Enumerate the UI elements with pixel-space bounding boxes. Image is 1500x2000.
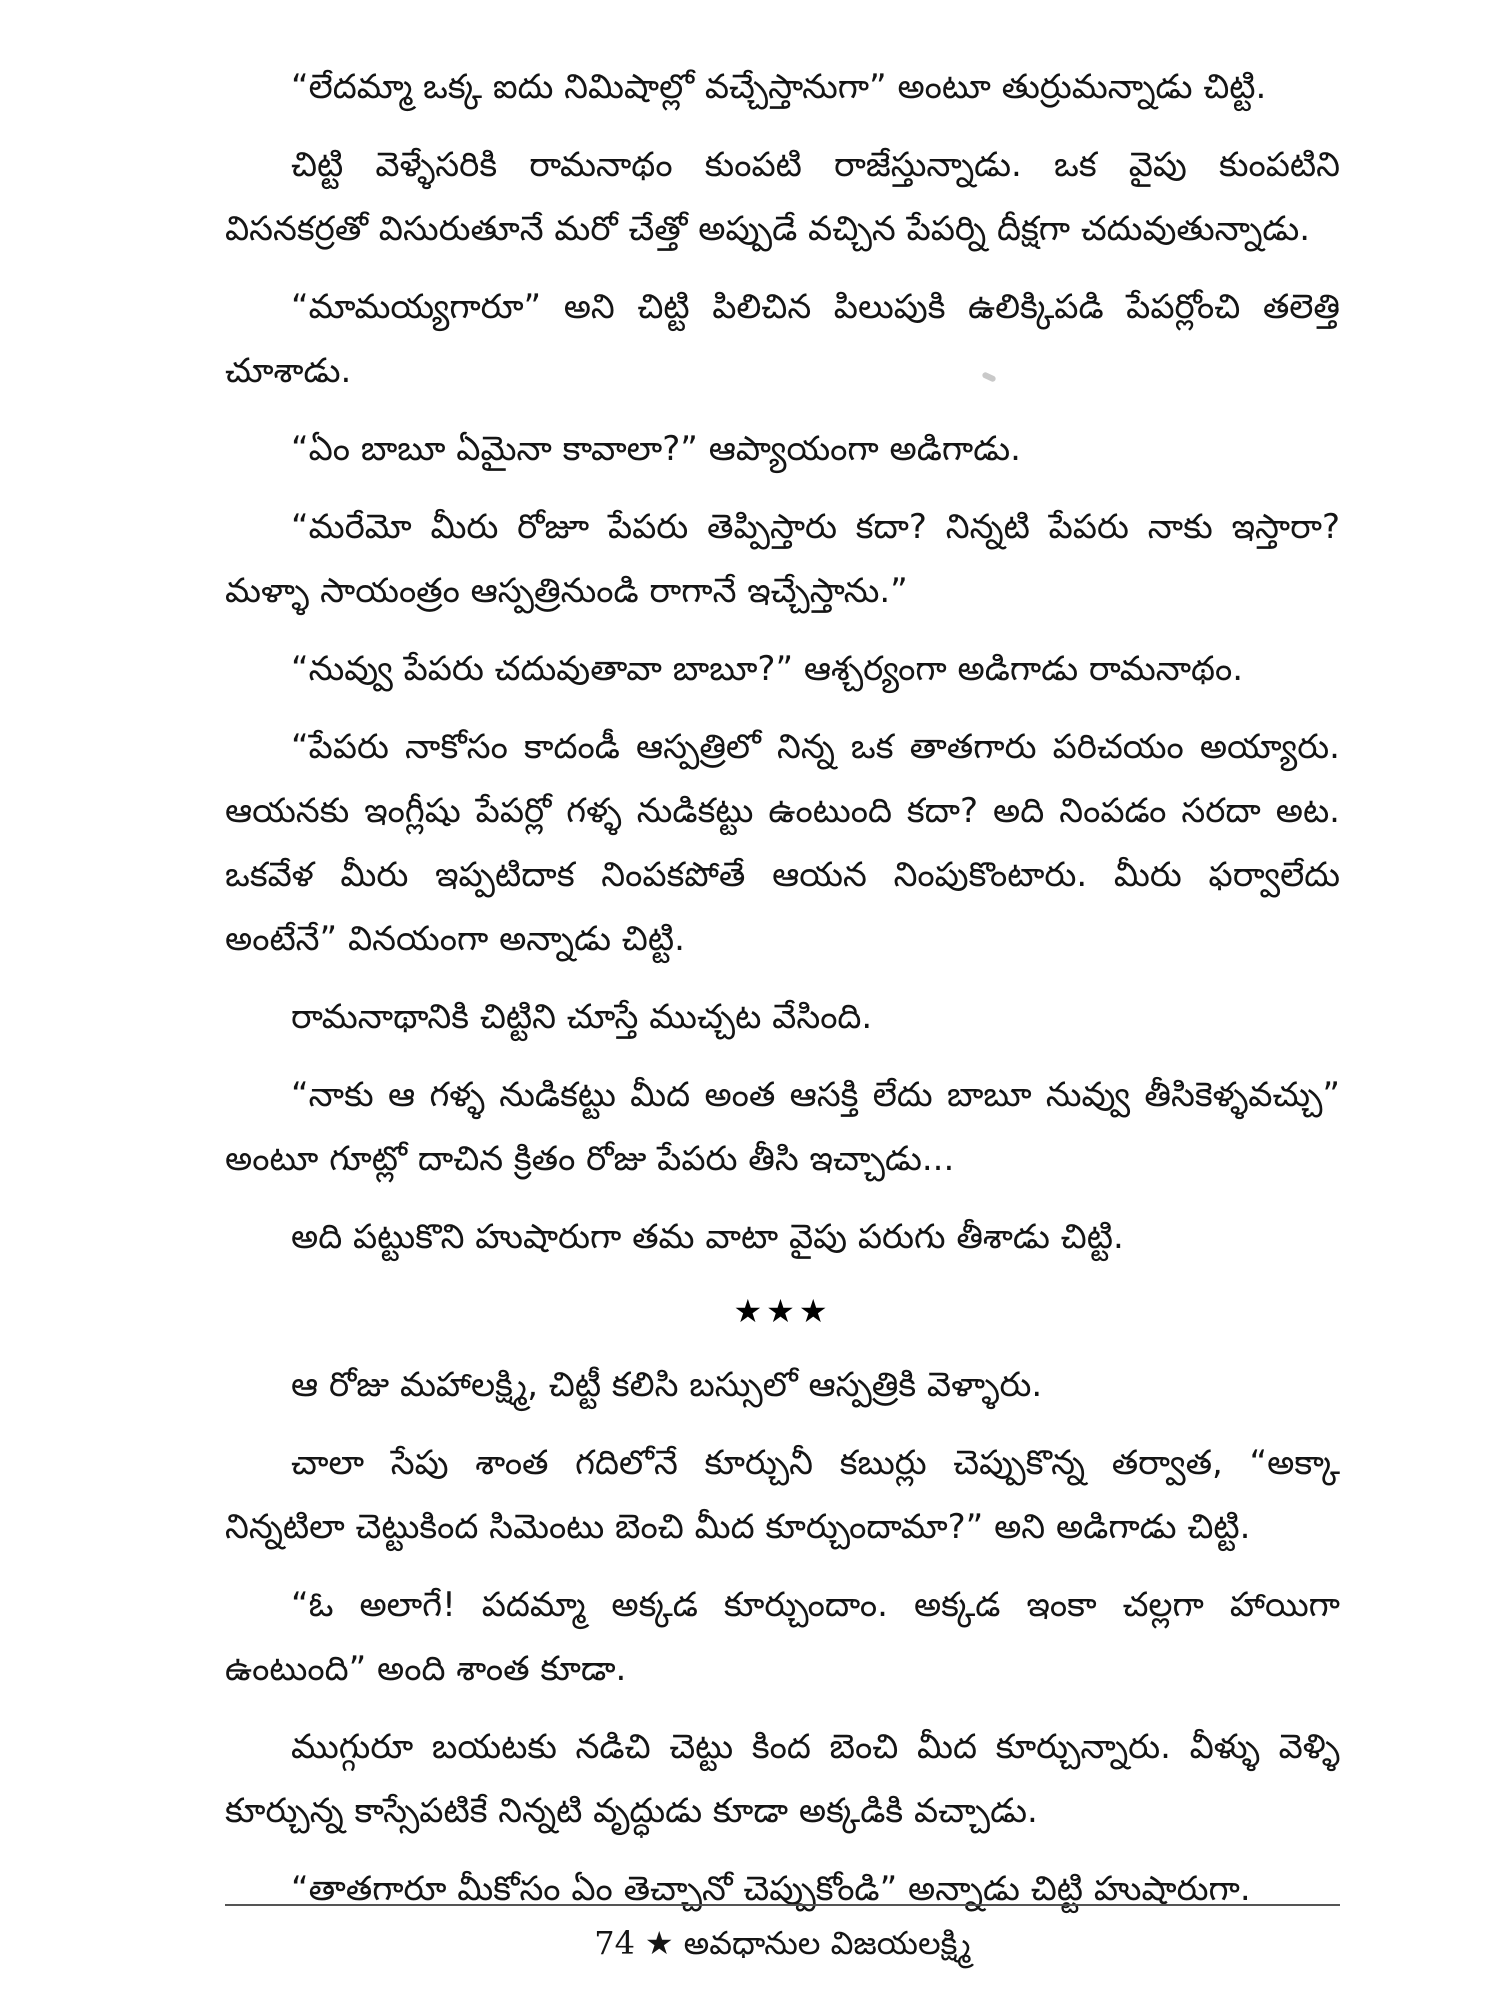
paragraph: చిట్టి వెళ్ళేసరికి రామనాథం కుంపటి రాజేస్తున్నాడు. ఒక వైపు కుంపటిని విసనకర్రతో విసురుతూనే మరో చేత్తో అప్పుడే వచ్చిన పేపర్ని దీక్షగా చదువుతున్నాడు. (225, 145, 1340, 249)
author-name: అవధానుల విజయలక్ష్మి (683, 1924, 971, 1962)
paragraph: ఆ రోజు మహాలక్ష్మి, చిట్టీ కలిసి బస్సులో ఆస్పత్రికి వెళ్ళారు. (291, 1365, 1043, 1405)
page-footer (225, 1918, 1340, 1968)
paragraph: “నువ్వు పేపరు చదువుతావా బాబూ?” ఆశ్చర్యంగా అడిగాడు రామనాథం. (291, 649, 1244, 689)
paragraph: “మరేమో మీరు రోజూ పేపరు తెప్పిస్తారు కదా? నిన్నటి పేపరు నాకు ఇస్తారా? మళ్ళా సాయంత్రం ఆస్పత్రినుండి రాగానే ఇచ్చేస్తాను.” (225, 507, 1340, 611)
page-number: 74 (594, 1924, 635, 1962)
paragraph: “ఓ అలాగే! పదమ్మా అక్కడ కూర్చుందాం. అక్కడ ఇంకా చల్లగా హాయిగా ఉంటుంది” అంది శాంత కూడా. (225, 1585, 1340, 1689)
star-icon: ★ (644, 1924, 674, 1962)
paragraph: చాలా సేపు శాంత గదిలోనే కూర్చునీ కబుర్లు చెప్పుకొన్న తర్వాత, “అక్కా నిన్నటిలా చెట్టుకింద సిమెంటు బెంచి మీద కూర్చుందామా?” అని అడిగాడు చిట్టి. (225, 1443, 1340, 1547)
page-body (225, 55, 1340, 1935)
section-break: ★★★ (733, 1292, 832, 1330)
footer-divider (225, 1904, 1340, 1906)
paragraph: “మామయ్యగారూ” అని చిట్టి పిలిచిన పిలుపుకి ఉలిక్కిపడి పేపర్లోంచి తలెత్తి చూశాడు. (225, 287, 1340, 391)
paragraph: “తాతగారూ మీకోసం ఏం తెచ్చానో చెప్పుకోండి” అన్నాడు చిట్టి హుషారుగా. (291, 1869, 1251, 1909)
paragraph: “నాకు ఆ గళ్ళ నుడికట్టు మీద అంత ఆసక్తి లేదు బాబూ నువ్వు తీసికెళ్ళవచ్చు” అంటూ గూట్లో దాచిన క్రితం రోజు పేపరు తీసి ఇచ్చాడు... (225, 1075, 1340, 1179)
paragraph: “పేపరు నాకోసం కాదండీ ఆస్పత్రిలో నిన్న ఒక తాతగారు పరిచయం అయ్యారు. ఆయనకు ఇంగ్లీషు పేపర్లో గళ్ళ నుడికట్టు ఉంటుంది కదా? అది నింపడం సరదా అట. ఒకవేళ మీరు ఇప్పటిదాక నింపకపోతే ఆయన నింపుకొంటారు. మీరు ఫర్వాలేదు అంటేనే” వినయంగా అన్నాడు చిట్టి. (225, 727, 1340, 959)
paragraph: రామనాథానికి చిట్టిని చూస్తే ముచ్చట వేసింది. (291, 997, 873, 1037)
paragraph: “ఏం బాబూ ఏమైనా కావాలా?” ఆప్యాయంగా అడిగాడు. (291, 429, 1021, 469)
paragraph: అది పట్టుకొని హుషారుగా తమ వాటా వైపు పరుగు తీశాడు చిట్టి. (291, 1217, 1124, 1257)
paragraph: ముగ్గురూ బయటకు నడిచి చెట్టు కింద బెంచి మీద కూర్చున్నారు. వీళ్ళు వెళ్ళి కూర్చున్న కాస్సేపటికే నిన్నటి వృద్ధుడు కూడా అక్కడికి వచ్చాడు. (225, 1727, 1340, 1831)
paragraph: “లేదమ్మా ఒక్క ఐదు నిమిషాల్లో వచ్చేస్తానుగా” అంటూ తుర్రుమన్నాడు చిట్టి. (291, 67, 1267, 107)
